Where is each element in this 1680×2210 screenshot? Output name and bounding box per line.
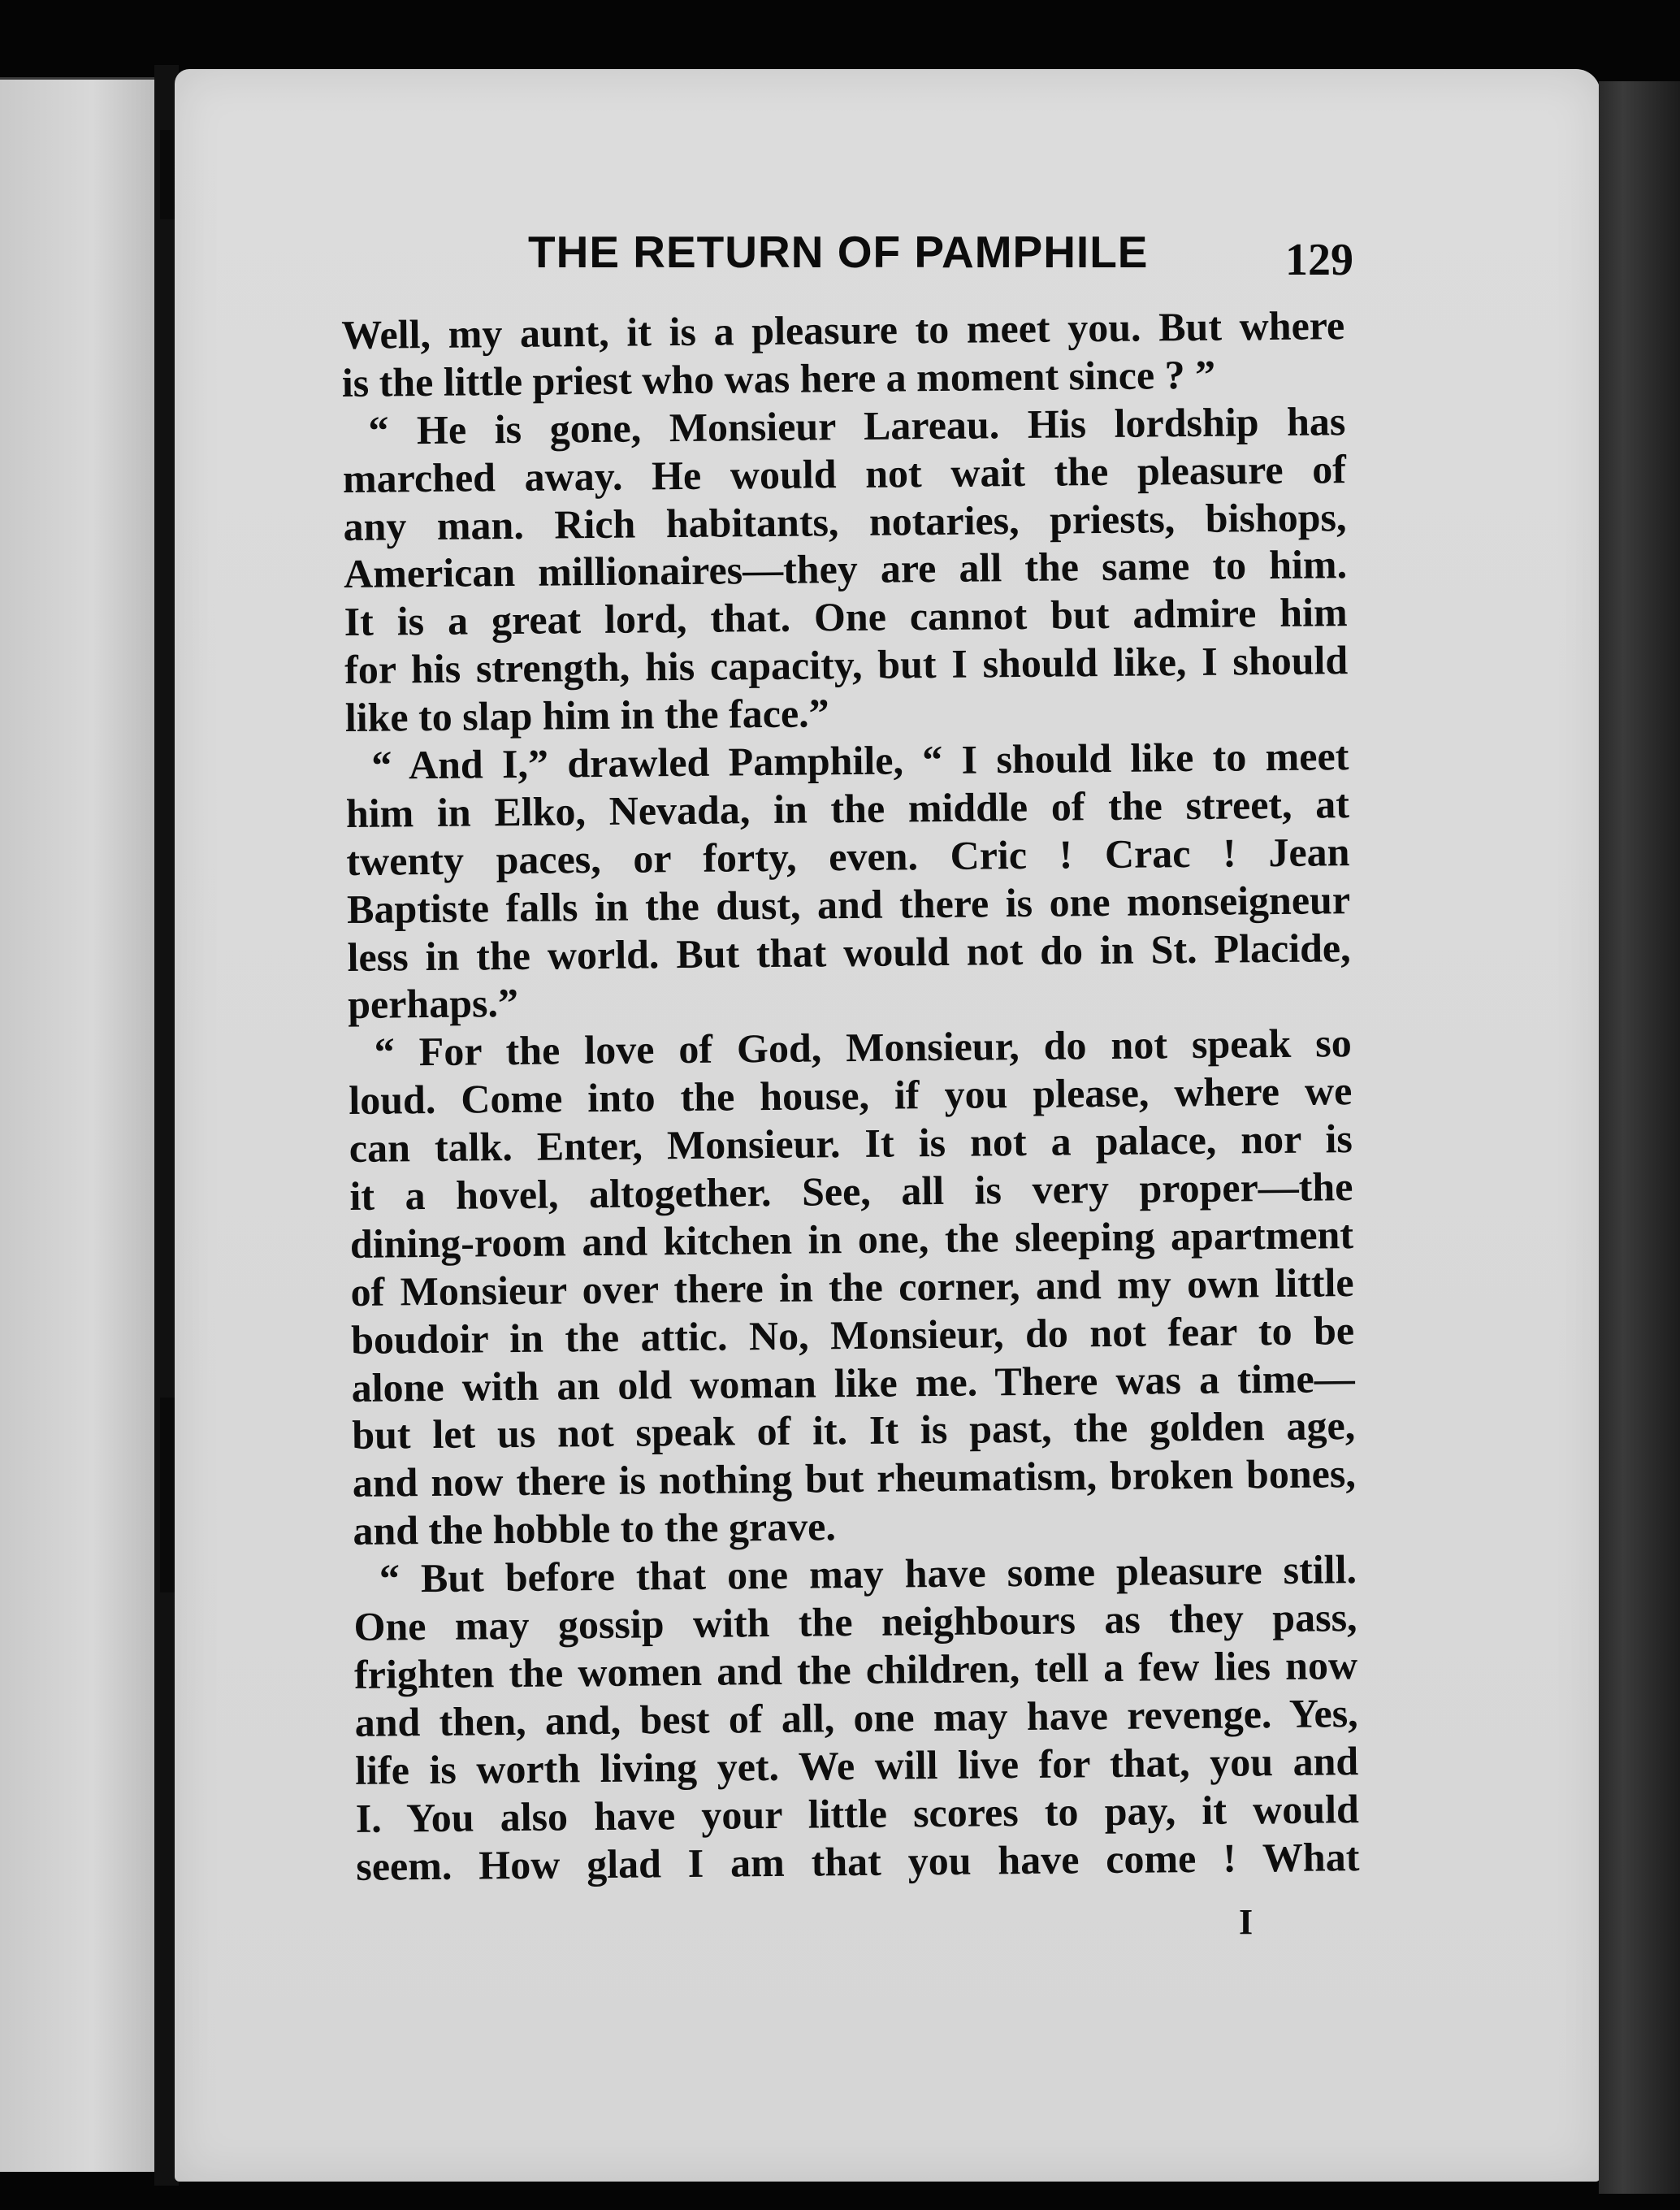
text-line: it a hovel, altogether. See, all is very proper—the — [349, 1164, 1353, 1219]
text-line: dining-room and kitchen in one, the sleeping apartment — [349, 1211, 1354, 1267]
text-line: loud. Come into the house, if you please, where we — [349, 1068, 1353, 1124]
text-line: It is a great lord, that. One cannot but admire him — [344, 589, 1348, 645]
binding-mark — [160, 130, 175, 219]
facing-page-edge — [0, 77, 154, 2172]
text-line: boudoir in the attic. No, Monsieur, do not fear to be — [350, 1306, 1355, 1363]
text-line: him in Elko, Nevada, in the middle of the street, at — [345, 781, 1350, 836]
text-line: of Monsieur over there in the corner, and my own little — [350, 1259, 1354, 1315]
text-line: marched away. He would not wait the pleasure of — [342, 445, 1347, 501]
text-line: less in the world. But that would not do in St. Placide, — [347, 924, 1351, 980]
text-line: can talk. Enter, Monsieur. It is not a palace, nor is — [349, 1116, 1353, 1172]
page-stack-edge — [1599, 81, 1680, 2194]
text-line: like to slap him in the face.” — [344, 690, 829, 741]
text-line: alone with an old woman like me. There was a time— — [351, 1354, 1355, 1410]
text-line: I. You also have your little scores to pay, it would — [355, 1785, 1360, 1841]
text-line: American millionaires—they are all the same to him. — [343, 541, 1348, 597]
text-line: “ For the love of God, Monsieur, do not speak so — [374, 1020, 1352, 1076]
text-line: frighten the women and the children, tell a few lies now — [353, 1642, 1358, 1697]
text-line: is the little priest who was here a moment since ? ” — [341, 351, 1216, 405]
text-line: and now there is nothing but rheumatism, broken bones, — [352, 1450, 1357, 1506]
page-number: 129 — [1285, 235, 1353, 285]
text-line: perhaps.” — [347, 980, 519, 1028]
text-line: for his strength, his capacity, but I should like, I should — [344, 637, 1349, 693]
text-line: any man. Rich habitants, notaries, priests, bishops, — [343, 493, 1347, 549]
text-line: and then, and, best of all, one may have revenge. Yes, — [354, 1689, 1358, 1745]
text-line: One may gossip with the neighbours as they pass, — [353, 1594, 1357, 1649]
text-line: but let us not speak of it. It is past, the golden age, — [352, 1402, 1356, 1458]
text-line: Well, my aunt, it is a pleasure to meet you. But where — [341, 302, 1345, 358]
text-line: “ He is gone, Monsieur Lareau. His lordship has — [368, 397, 1346, 453]
running-title: THE RETURN OF PAMPHILE — [528, 227, 1149, 277]
text-line: seem. How glad I am that you have come ! What — [356, 1833, 1360, 1889]
binding-mark — [160, 1398, 175, 1592]
text-line: Baptiste falls in the dust, and there is one monseigneur — [346, 876, 1351, 932]
text-line: twenty paces, or forty, even. Cric ! Crac ! Jean — [346, 828, 1350, 884]
text-line: “ But before that one may have some pleasure still. — [379, 1546, 1357, 1601]
signature-mark: I — [1239, 1902, 1254, 1942]
body-text — [341, 301, 1360, 1890]
text-line: “ And I,” drawled Pamphile, “ I should like to meet — [371, 733, 1349, 788]
text-line: life is worth living yet. We will live for that, you and — [354, 1737, 1359, 1793]
text-line: and the hobble to the grave. — [353, 1503, 837, 1554]
